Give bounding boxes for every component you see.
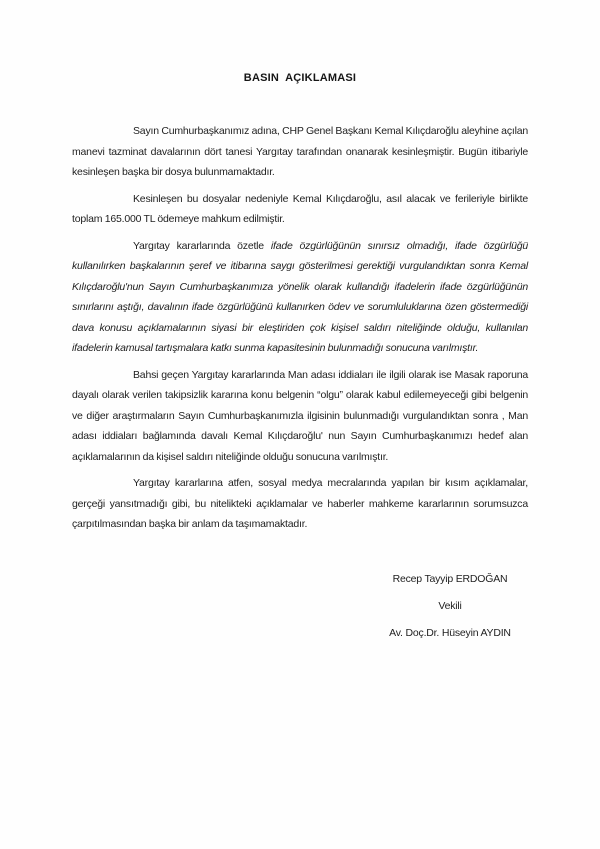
- signatory-role: Vekili: [438, 599, 462, 612]
- signature-block: [364, 566, 536, 647]
- paragraph-finalized-cases: Sayın Cumhurbaşkanımız adına, CHP Genel Başkanı Kemal Kılıçdaroğlu aleyhine açılan manevi tazminat davalarının dört tanesi Yargıtay tarafından onanarak kesinleşmiştir. Bugün itibariyle kesinleşen başka bir dosya bulunmamaktadır.: [72, 125, 528, 178]
- document-title: BASIN AÇIKLAMASI: [243, 72, 357, 84]
- paragraph-total-compensation: Kesinleşen bu dosyalar nedeniyle Kemal Kılıçdaroğlu, asıl alacak ve ferileriyle birlikte toplam 165.000 TL ödemeye mahkum edilmiştir.: [72, 192, 528, 225]
- paragraph-court-reasoning: [72, 236, 528, 359]
- paragraph-court-reasoning-quote: ifade özgürlüğünün sınırsız olmadığı, ifade özgürlüğü kullanılırken başkalarının şeref ve itibarına saygı gösterilmesi gerektiği vurgulandıktan sonra Kemal Kılıçdaroğlu'nun Sayın Cumhurbaşkanımıza yönelik olarak kullandığı ifadelerin ifade özgürlüğünün sınırlarını aştığı, davalının ifade özgürlüğünü kullanırken ödev ve sorumluluklarına özen göstermediği dava konusu açıklamalarının siyasi bir eleştiriden çok kişisel saldırı niteliğinde olduğu, kullanılan ifadelerin kamusal tartışmalara katkı sunma kapasitesinin bulunmadığı sonucuna varılmıştır.: [72, 239, 528, 354]
- paragraph-social-media-statements: Yargıtay kararlarına atfen, sosyal medya mecralarında yapılan bir kısım açıklamalar, gerçeği yansıtmadığı gibi, bu nitelikteki açıklamalar ve haberler mahkeme kararlarının sorumsuzca çarpıtılmasından başka bir anlam da taşımamaktadır.: [72, 477, 528, 530]
- paragraph-man-island-claims: Bahsi geçen Yargıtay kararlarında Man adası iddiaları ile ilgili olarak ise Masak raporuna dayalı olarak verilen takipsizlik kararına konu belgenin “olgu” olarak kabul edilemeyeceği gibi belgenin ve diğer araştırmaların Sayın Cumhurbaşkanımızla ilgisinin bulunmadığı vurgulandıktan sonra , Man adası iddiaları bağlamında davalı Kemal Kılıçdaroğlu' nun Sayın Cumhurbaşkanımızı hedef alan açıklamalarının da kişisel saldırı niteliğinde olduğu sonucuna varılmıştır.: [72, 368, 528, 463]
- paragraph-court-reasoning-lead: Yargıtay kararlarında özetle: [133, 239, 271, 252]
- signatory-name: Recep Tayyip ERDOĞAN: [392, 572, 508, 585]
- signatory-attorney: Av. Doç.Dr. Hüseyin AYDIN: [389, 626, 511, 639]
